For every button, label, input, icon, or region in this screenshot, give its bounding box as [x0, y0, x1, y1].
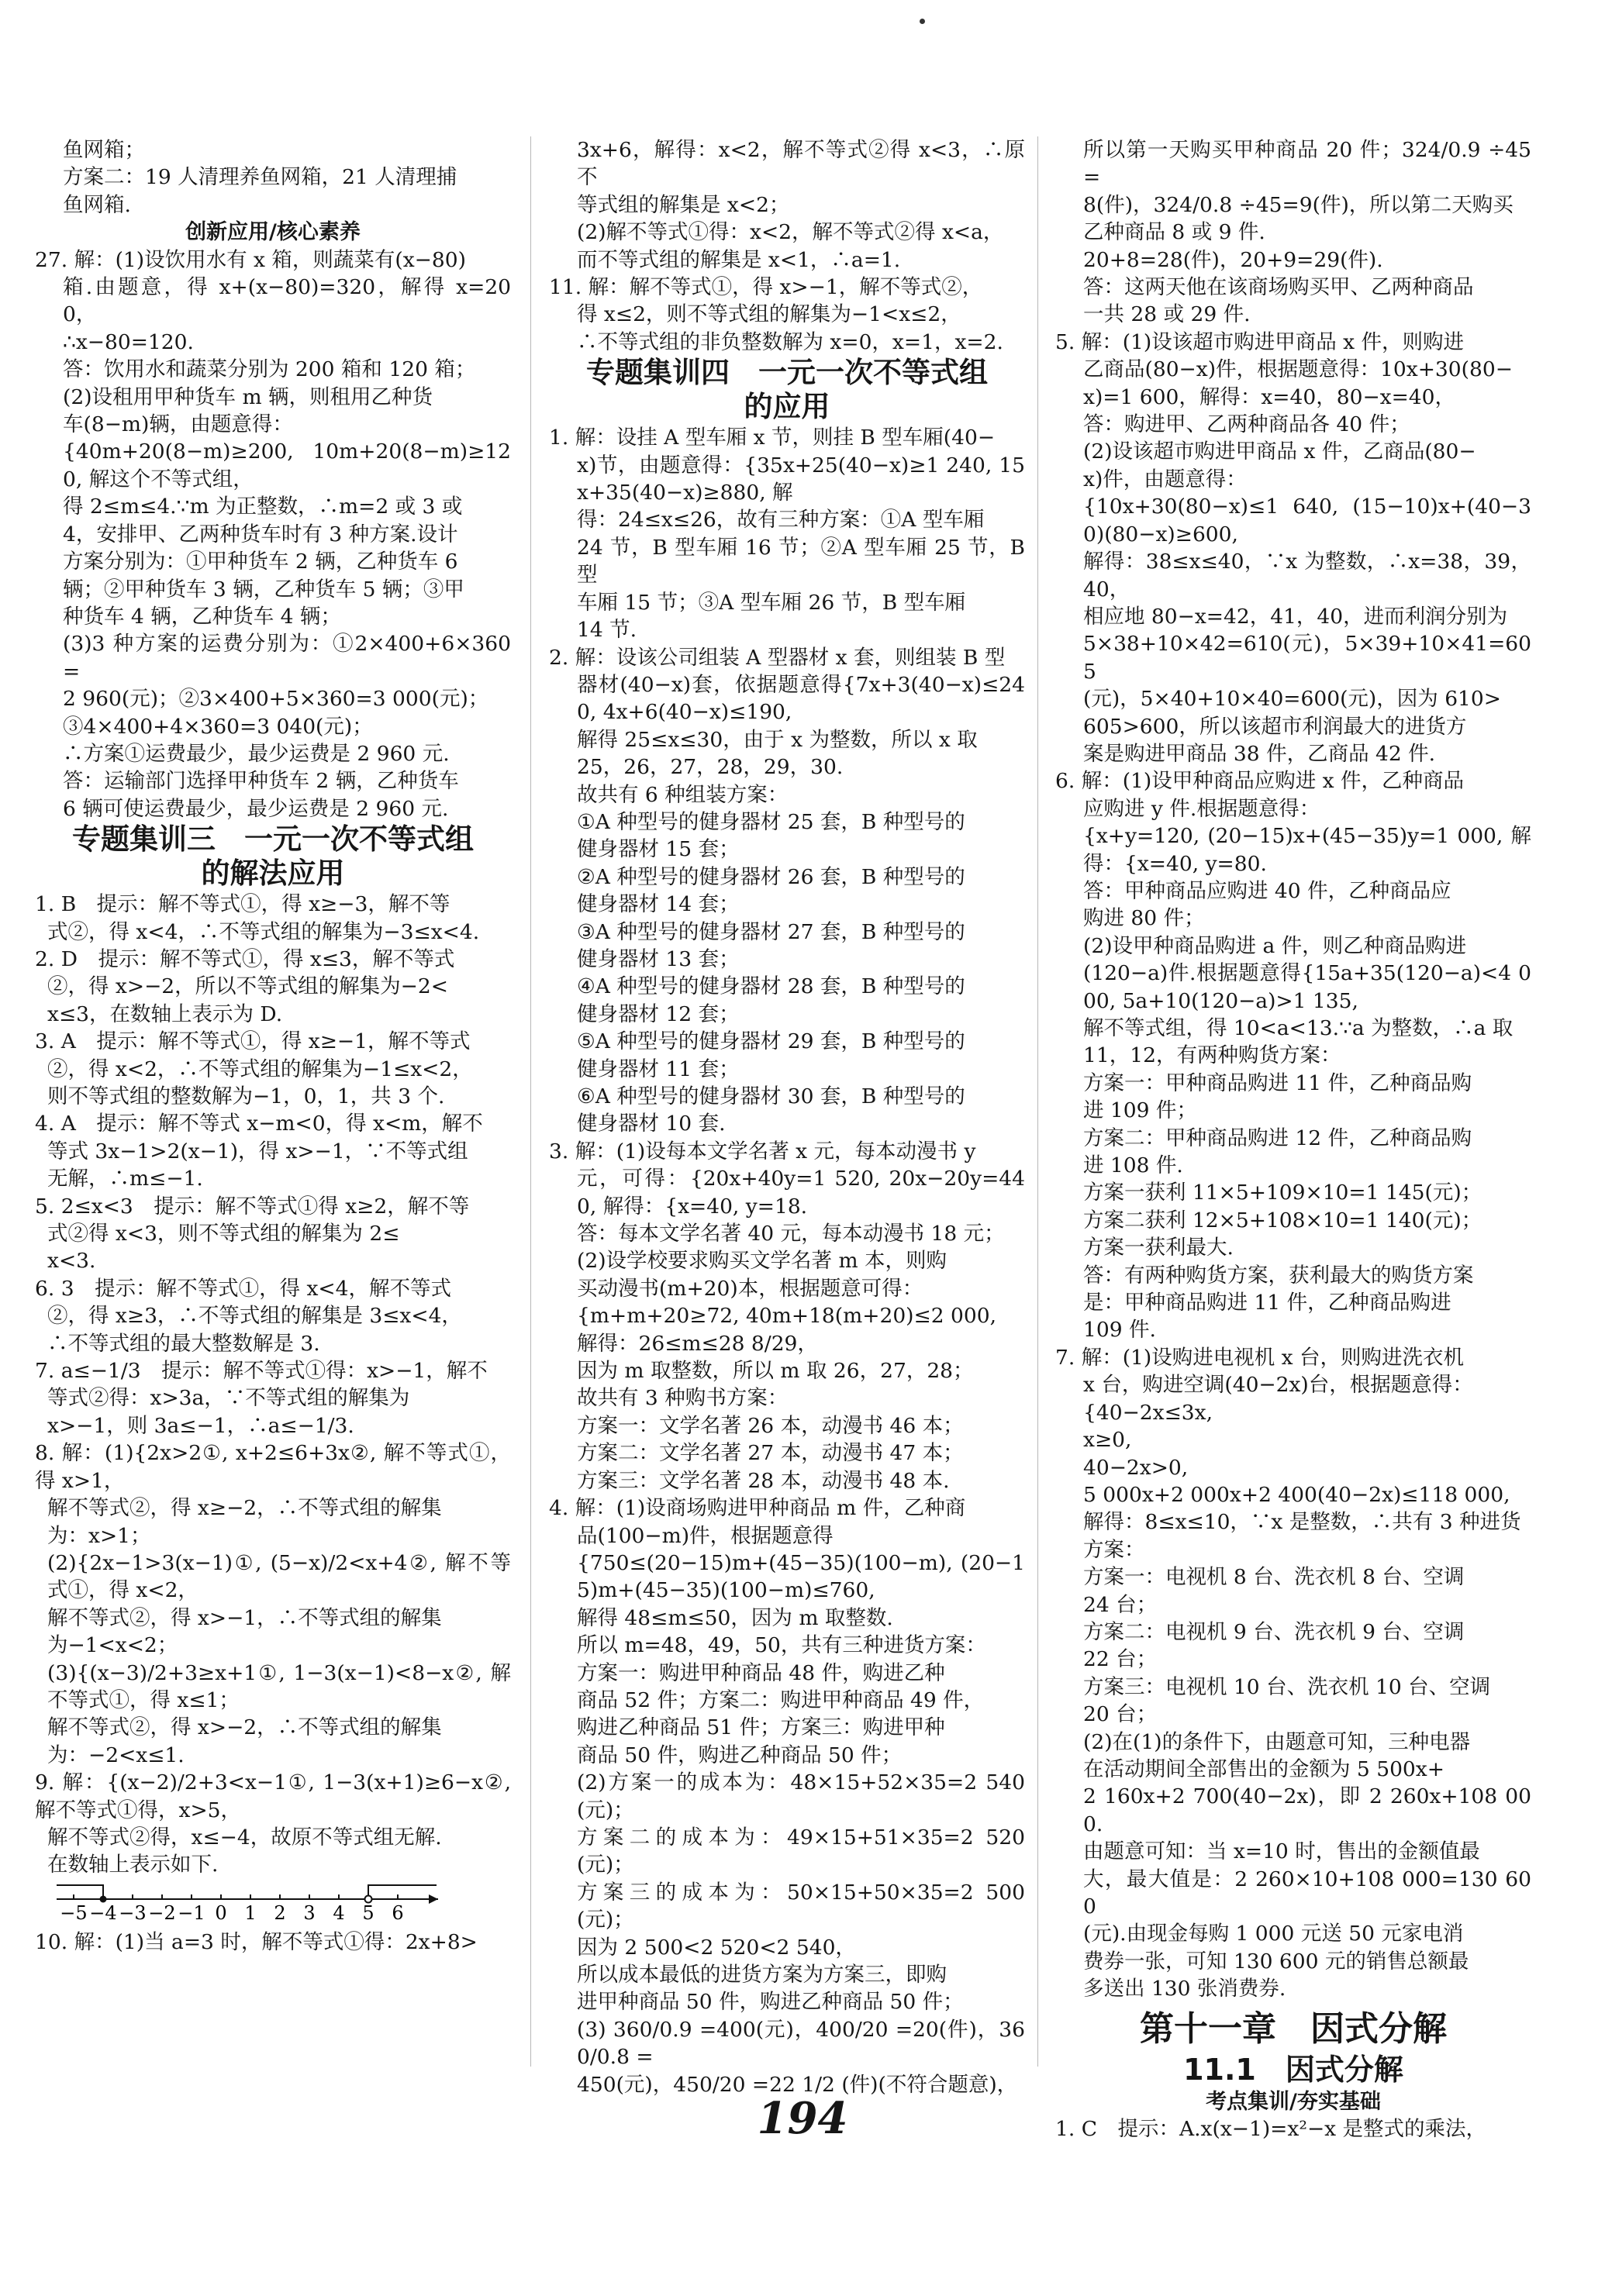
answer-line: 2. D 提示：解不等式①，得 x≤3，解不等式: [35, 946, 455, 971]
answer-line: 6. 3 提示：解不等式①，得 x<4，解不等式: [35, 1276, 451, 1301]
answer-line: 为：−2<x≤1.: [47, 1743, 185, 1767]
answer-line: 案是购进甲商品 38 件，乙商品 42 件.: [1083, 741, 1436, 766]
answer-line: 是：甲种商品购进 11 件，乙种商品购进: [1083, 1291, 1451, 1315]
answer-line: 109 件.: [1083, 1318, 1156, 1343]
answer-line: 1. B 提示：解不等式①，得 x≥−3，解不等: [35, 892, 450, 917]
answer-line: 答：购进甲、乙两种商品各 40 件；: [1083, 412, 1410, 437]
answer-line: 22 台；: [1083, 1647, 1158, 1672]
answer-line: 答：有两种购货方案，获利最大的购货方案: [1083, 1263, 1474, 1288]
answer-line: 健身器材 12 套；: [577, 1001, 740, 1026]
number-line-tick-label: 6: [392, 1901, 404, 1924]
answer-line: 得：24≤x≤26，故有三种方案：①A 型车厢: [577, 508, 985, 533]
answer-line: (2)方案一的成本为：48×15+52×35=2 540(元)；: [577, 1770, 1025, 1822]
answer-line: 辆；②甲种货车 3 辆，乙种货车 5 辆；③甲: [63, 577, 464, 602]
answer-line: x<3.: [47, 1249, 96, 1274]
answer-line: 解得 48≤m≤50，因为 m 取整数.: [577, 1605, 893, 1630]
answer-line: 为：x>1；: [47, 1523, 151, 1548]
answer-line: 车(8−m)辆，由题意得：: [63, 412, 293, 437]
answer-line: 答：运输部门选择甲种货车 2 辆，乙种货车: [63, 769, 459, 794]
answer-line: 等式组的解集是 x<2；: [577, 192, 790, 217]
answer-line: 25，26，27，28，29，30.: [577, 755, 844, 780]
answer-line: 方案二：19 人清理养鱼网箱，21 人清理捕: [63, 165, 457, 190]
answer-line: 一共 28 或 29 件.: [1083, 302, 1251, 327]
answer-line: 故共有 3 种购书方案：: [577, 1386, 789, 1411]
answer-line: 解不等式②得，x≤−4，故原不等式组无解.: [47, 1825, 442, 1850]
answer-line: 10. 解：(1)当 a=3 时，解不等式①得：2x+8>: [35, 1929, 478, 1954]
answer-line: 相应地 80−x=42，41，40，进而利润分别为: [1083, 604, 1508, 629]
number-line-tick-label: 3: [303, 1901, 316, 1924]
answer-line: 方案一：购进甲种商品 48 件，购进乙种: [577, 1660, 945, 1685]
section-heading: 专题集训四 一元一次不等式组: [586, 356, 988, 390]
answer-column-left: [35, 136, 511, 2067]
answer-line: (元).由现金每购 1 000 元送 50 元家电消: [1083, 1922, 1464, 1946]
column-divider: [530, 136, 531, 2067]
answer-line: ∴x−80=120.: [63, 329, 194, 354]
answer-line: 品(100−m)件，根据题意得: [577, 1523, 834, 1548]
answer-line: x 台，购进空调(40−2x)台，根据题意得：: [1083, 1373, 1473, 1398]
answer-line: 40−2x>0,: [1083, 1455, 1189, 1480]
answer-line: 答：甲种商品应购进 40 件，乙种商品应: [1083, 878, 1451, 903]
answer-line: 方案三的成本为：50×15+50×35=2 500(元)；: [577, 1880, 1025, 1932]
page-number: 194: [757, 2093, 848, 2144]
number-line-tick-label: −5: [60, 1901, 88, 1924]
answer-line: 得 x≤2，则不等式组的解集为−1<x≤2，: [577, 302, 961, 327]
answer-line: 答：饮用水和蔬菜分别为 200 箱和 120 箱；: [63, 357, 476, 382]
answer-line: 车厢 15 节；③A 型车厢 26 节，B 型车厢: [577, 590, 966, 615]
answer-line: 所以第一天购买甲种商品 20 件；324/0.9 ÷45=: [1083, 138, 1531, 190]
answer-line: 11. 解：解不等式①，得 x>−1，解不等式②，: [549, 275, 983, 300]
section-heading: 专题集训三 一元一次不等式组: [72, 822, 474, 857]
number-line-tick-label: −4: [89, 1901, 117, 1924]
answer-line: 健身器材 14 套；: [577, 892, 740, 917]
answer-line: 4. A 提示：解不等式 x−m<0，得 x<m，解不: [35, 1112, 483, 1136]
answer-line: ∴方案①运费最少，最少运费是 2 960 元.: [63, 741, 450, 766]
number-line-tick-label: 4: [333, 1901, 345, 1924]
answer-line: (3){(x−3)/2+3≥x+1①, 1−3(x−1)<8−x②, 解不等式①，得 x≤1；: [47, 1660, 511, 1712]
answer-line: 在数轴上表示如下.: [47, 1853, 219, 1877]
answer-line: 9. 解：{(x−2)/2+3<x−1①, 1−3(x+1)≥6−x②, 解不等式①得，x>5，: [35, 1770, 511, 1822]
answer-line: 11，12，有两种购货方案：: [1083, 1043, 1341, 1068]
answer-line: 健身器材 13 套；: [577, 946, 740, 971]
answer-line: ④A 种型号的健身器材 28 套，B 种型号的: [577, 974, 965, 999]
answer-line: 答：这两天他在该商场购买甲、乙两种商品: [1083, 275, 1474, 300]
answer-line: (120−a)件.根据题意得{15a+35(120−a)<4 000, 5a+10(120−a)>1 135,: [1083, 961, 1531, 1013]
answer-line: 解得：26≤m≤28 8/29，: [577, 1331, 818, 1356]
answer-line: 3. A 提示：解不等式①，得 x≥−1，解不等式: [35, 1029, 471, 1054]
answer-line: 费券一张，可知 130 600 元的销售总额最: [1083, 1949, 1469, 1974]
answer-line: 得 2≤m≤4.∵m 为正整数，∴m=2 或 3 或: [63, 495, 463, 519]
answer-line: 商品 50 件，购进乙种商品 50 件；: [577, 1743, 903, 1767]
answer-line: ③4×400+4×360=3 040(元)；: [63, 714, 373, 739]
answer-line: 5. 2≤x<3 提示：解不等式①得 x≥2，解不等: [35, 1194, 470, 1219]
answer-line: 4，安排甲、乙两种货车时有 3 种方案.设计: [63, 522, 458, 546]
answer-line: (2)设甲种商品购进 a 件，则乙种商品购进: [1083, 933, 1467, 958]
answer-line: 而不等式组的解集是 x<1，∴a=1.: [577, 247, 901, 272]
answer-line: ∴不等式组的最大整数解是 3.: [47, 1331, 320, 1356]
answer-line: {40m+20(8−m)≥200, 10m+20(8−m)≥120, 解这个不等式组，: [63, 440, 511, 491]
answer-line: {750≤(20−15)m+(45−35)(100−m), (20−15)m+(45−35)(100−m)≤760,: [577, 1550, 1025, 1603]
answer-line: (2)设该超市购进甲商品 x 件，乙商品(80−: [1083, 440, 1476, 464]
answer-line: ∴不等式组的非负整数解为 x=0，x=1，x=2.: [577, 329, 1003, 354]
answer-line: 24 台；: [1083, 1592, 1158, 1617]
answer-line: 3. 解：(1)设每本文学名著 x 元，每本动漫书 y: [549, 1139, 976, 1164]
answer-line: 2 160x+2 700(40−2x)，即 2 260x+108 000.: [1083, 1784, 1531, 1836]
answer-line: 8. 解：(1){2x>2①, x+2≤6+3x②, 解不等式①，得 x>1，: [35, 1441, 511, 1493]
answer-line: 解不等式②，得 x>−2，∴不等式组的解集: [47, 1715, 442, 1740]
answer-line: 所以 m=48，49，50，共有三种进货方案：: [577, 1633, 986, 1658]
answer-line: 方案一获利最大.: [1083, 1236, 1234, 1260]
answer-line: 方案分别为：①甲种货车 2 辆，乙种货车 6: [63, 550, 458, 574]
answer-line: 买动漫书(m+20)本，根据题意可得：: [577, 1276, 923, 1301]
section-heading: 的解法应用: [201, 857, 345, 891]
top-mark-dot: [920, 19, 925, 24]
answer-line: {x+y=120, (20−15)x+(45−35)y=1 000, 解得：{x=40, y=80.: [1083, 824, 1531, 876]
answer-line: 450(元)，450/20 =22 1/2 (件)(不符合题意)，: [577, 2072, 1018, 2097]
answer-line: 7. a≤−1/3 提示：解不等式①得：x>−1，解不: [35, 1359, 488, 1384]
open-point-marker: [365, 1895, 372, 1902]
answer-line: 乙种商品 8 或 9 件.: [1083, 220, 1265, 245]
answer-line: 3x+6，解得：x<2，解不等式②得 x<3，∴原不: [577, 138, 1025, 190]
answer-line: 鱼网箱.: [63, 192, 131, 217]
answer-line: 箱.由题意，得 x+(x−80)=320，解得 x=200，: [63, 275, 511, 327]
number-line-tick-label: −2: [148, 1901, 176, 1924]
answer-line: ③A 种型号的健身器材 27 套，B 种型号的: [577, 919, 965, 944]
answer-line: 无解，∴m≤−1.: [47, 1167, 203, 1191]
chapter-heading: 第十一章 因式分解: [1140, 2008, 1447, 2049]
number-line-tick-label: −1: [178, 1901, 205, 1924]
answer-line: (2){2x−1>3(x−1)①, (5−x)/2<x+4②, 解不等式①，得 x<2，: [47, 1550, 511, 1603]
answer-line: 8(件)，324/0.8 ÷45=9(件)，所以第二天购买: [1083, 192, 1514, 217]
answer-line: 6 辆可使运费最少，最少运费是 2 960 元.: [63, 796, 449, 821]
number-line-tick-label: 0: [215, 1901, 227, 1924]
answer-line: 1. C 提示：A.x(x−1)=x²−x 是整式的乘法，: [1055, 2117, 1487, 2142]
number-line-tick-label: −3: [119, 1901, 147, 1924]
answer-line: 605>600，所以该超市利润最大的进货方: [1083, 714, 1467, 739]
answer-line: 解得：38≤x≤40，∵x 为整数，∴x=38，39，40，: [1083, 550, 1531, 602]
answer-line: 方案一获利 11×5+109×10=1 145(元)；: [1083, 1181, 1482, 1205]
answer-line: 式②，得 x<4，∴不等式组的解集为−3≤x<4.: [47, 919, 480, 944]
answer-line: 方案三：文学名著 28 本，动漫书 48 本.: [577, 1468, 950, 1493]
answer-line: 所以成本最低的进货方案为方案三，即购: [577, 1963, 947, 1987]
answer-line: 1. 解：设挂 A 型车厢 x 节，则挂 B 型车厢(40−: [549, 426, 996, 450]
answer-line: 20 台；: [1083, 1702, 1158, 1727]
section-heading: 的应用: [744, 390, 830, 424]
closed-point-marker: [100, 1895, 107, 1902]
answer-line: (2)设租用甲种货车 m 辆，则租用乙种货: [63, 384, 433, 409]
answer-line: ①A 种型号的健身器材 25 套，B 种型号的: [577, 809, 965, 834]
answer-line: 方案三：电视机 10 台、洗衣机 10 台、空调: [1083, 1674, 1491, 1699]
answer-line: 等式②得：x>3a，∵不等式组的解集为: [47, 1386, 410, 1411]
category-heading: 考点集训/夯实基础: [1206, 2089, 1381, 2114]
answer-line: 健身器材 11 套；: [577, 1057, 740, 1081]
answer-line: 在活动期间全部售出的金额为 5 500x+: [1083, 1756, 1444, 1781]
solution-range-right: [368, 1885, 437, 1899]
answer-line: (元)，5×40+10×40=600(元)，因为 610>: [1083, 687, 1501, 712]
answer-line: 为−1<x<2；: [47, 1633, 178, 1658]
answer-line: 多送出 130 张消费券.: [1083, 1977, 1286, 2001]
answer-line: 答：每本文学名著 40 元，每本动漫书 18 元；: [577, 1222, 1005, 1246]
answer-line: 5×38+10×42=610(元)，5×39+10×41=605: [1083, 632, 1531, 684]
answer-line: 5. 解：(1)设该超市购进甲商品 x 件，则购进: [1055, 329, 1465, 354]
answer-line: 大，最大值是：2 260×10+108 000=130 600: [1083, 1867, 1531, 1919]
number-line-tick-label: 1: [244, 1901, 257, 1924]
number-line-tick-label: 5: [362, 1901, 374, 1924]
answer-line: 购进乙种商品 51 件；方案三：购进甲种: [577, 1715, 945, 1740]
answer-line: 则不等式组的整数解为−1，0，1，共 3 个.: [47, 1084, 445, 1108]
answer-line: 方案二的成本为：49×15+51×35=2 520(元)；: [577, 1825, 1025, 1877]
answer-line: 方案一：文学名著 26 本，动漫书 46 本；: [577, 1413, 964, 1438]
answer-line: 方案二：电视机 9 台、洗衣机 9 台、空调: [1083, 1619, 1465, 1644]
answer-line: 27. 解：(1)设饮用水有 x 箱，则蔬菜有(x−80): [35, 247, 466, 272]
answer-line: 解不等式②，得 x>−1，∴不等式组的解集: [47, 1605, 442, 1630]
answer-line: x≥0,: [1083, 1428, 1132, 1453]
answer-line: x)节，由题意得：{35x+25(40−x)≥1 240, 15x+35(40−x)≥880, 解: [577, 453, 1025, 505]
answer-line: ②，得 x<2，∴不等式组的解集为−1≤x<2，: [47, 1057, 473, 1081]
answer-line: 因为 m 取整数，所以 m 取 26，27，28；: [577, 1359, 974, 1384]
answer-line: x≤3，在数轴上表示为 D.: [47, 1001, 283, 1026]
answer-line: 2 960(元)；②3×400+5×360=3 000(元)；: [63, 687, 489, 712]
answer-line: 因为 2 500<2 520<2 540，: [577, 1935, 856, 1960]
answer-line: {m+m+20≥72, 40m+18(m+20)≤2 000,: [577, 1304, 997, 1329]
number-line-arrow-icon: [429, 1894, 438, 1904]
answer-line: 24 节，B 型车厢 16 节；②A 型车厢 25 节，B 型: [577, 535, 1025, 588]
answer-line: 式②得 x<3，则不等式组的解集为 2≤: [47, 1222, 400, 1246]
answer-column-middle: [549, 136, 1025, 2097]
answer-line: (3) 360/0.9 =400(元)，400/20 =20(件)，360/0.8 =: [577, 2017, 1025, 2070]
answer-line: {10x+30(80−x)≤1 640, (15−10)x+(40−30)(80−x)≥600,: [1083, 495, 1531, 546]
answer-line: 种货车 4 辆，乙种货车 4 辆；: [63, 604, 341, 629]
answer-line: 进 109 件；: [1083, 1098, 1197, 1123]
answer-line: 乙商品(80−x)件，根据题意得：10x+30(80−: [1083, 357, 1513, 382]
answer-line: 6. 解：(1)设甲种商品应购进 x 件，乙种商品: [1055, 769, 1465, 794]
answer-line: 应购进 y 件.根据题意得：: [1083, 796, 1320, 821]
answer-line: ⑤A 种型号的健身器材 29 套，B 种型号的: [577, 1029, 965, 1054]
answer-line: 4. 解：(1)设商场购进甲种商品 m 件，乙种商: [549, 1496, 966, 1521]
solution-range-left: [57, 1885, 103, 1899]
answer-line: 方案一：电视机 8 台、洗衣机 8 台、空调: [1083, 1565, 1465, 1590]
answer-line: x)=1 600，解得：x=40，80−x=40，: [1083, 384, 1456, 409]
answer-line: 解得 25≤x≤30，由于 x 为整数，所以 x 取: [577, 727, 978, 752]
number-line-tick-label: 2: [274, 1901, 286, 1924]
answer-line: 20+8=28(件)，20+9=29(件).: [1083, 247, 1383, 272]
answer-line: (2)在(1)的条件下，由题意可知，三种电器: [1083, 1729, 1471, 1754]
answer-line: 商品 52 件；方案二：购进甲种商品 49 件，: [577, 1688, 985, 1712]
answer-line: x)件，由题意得：: [1083, 467, 1247, 491]
answer-line: {40−2x≤3x,: [1083, 1400, 1213, 1425]
answer-line: (3)3 种方案的运费分别为：①2×400+6×360=: [63, 632, 511, 684]
answer-line: 健身器材 15 套；: [577, 837, 740, 862]
answer-line: 方案二：文学名著 27 本，动漫书 47 本；: [577, 1441, 964, 1466]
answer-line: ②A 种型号的健身器材 26 套，B 种型号的: [577, 864, 965, 889]
answer-line: (2)设学校要求购买文学名著 m 本，则购: [577, 1249, 947, 1274]
answer-line: 方案一：甲种商品购进 11 件，乙种商品购: [1083, 1070, 1472, 1095]
answer-line: 器材(40−x)套，依据题意得{7x+3(40−x)≤240, 4x+6(40−x)≤190,: [577, 672, 1025, 725]
answer-line: 解不等式组，得 10<a<13.∵a 为整数，∴a 取: [1083, 1016, 1514, 1040]
answer-line: 5 000x+2 000x+2 400(40−2x)≤118 000,: [1083, 1482, 1510, 1507]
answer-line: ⑥A 种型号的健身器材 30 套，B 种型号的: [577, 1084, 965, 1108]
column-divider: [1037, 136, 1038, 2067]
number-line-figure: [50, 1882, 454, 1927]
answer-line: 2. 解：设该公司组装 A 型器材 x 套，则组装 B 型: [549, 645, 1006, 670]
answer-line: 进甲种商品 50 件，购进乙种商品 50 件；: [577, 1990, 964, 2015]
answer-line: 进 108 件.: [1083, 1153, 1183, 1178]
answer-line: 14 节.: [577, 618, 637, 643]
answer-line: (2)解不等式①得：x<2，解不等式②得 x<a，: [577, 220, 1004, 245]
answer-line: 解得：8≤x≤10，∵x 是整数，∴共有 3 种进货: [1083, 1510, 1521, 1535]
answer-line: 由题意可知：当 x=10 时，售出的金额值最: [1083, 1839, 1480, 1864]
answer-line: ②，得 x≥3，∴不等式组的解集是 3≤x<4，: [47, 1304, 462, 1329]
answer-line: 解不等式②，得 x≥−2，∴不等式组的解集: [47, 1496, 442, 1521]
answer-line: ②，得 x>−2，所以不等式组的解集为−2<: [47, 974, 448, 999]
answer-line: 健身器材 10 套.: [577, 1112, 726, 1136]
answer-line: 等式 3x−1>2(x−1)，得 x>−1，∵不等式组: [47, 1139, 468, 1164]
answer-line: 7. 解：(1)设购进电视机 x 台，则购进洗衣机: [1055, 1345, 1465, 1370]
answer-line: 故共有 6 种组装方案：: [577, 782, 789, 807]
answer-line: 方案二获利 12×5+108×10=1 140(元)；: [1083, 1208, 1482, 1232]
answer-column-right: [1055, 136, 1531, 2142]
answer-line: x>−1，则 3a≤−1，∴a≤−1/3.: [47, 1413, 354, 1438]
answer-line: 鱼网箱；: [63, 138, 145, 162]
answer-line: 方案二：甲种商品购进 12 件，乙种商品购: [1083, 1126, 1472, 1150]
category-heading: 创新应用/核心素养: [185, 220, 361, 245]
sub-section-heading: 11.1 因式分解: [1183, 2052, 1403, 2087]
answer-line: 购进 80 件；: [1083, 906, 1205, 931]
answer-line: 方案：: [1083, 1537, 1145, 1562]
answer-line: 元，可得：{20x+40y=1 520, 20x−20y=440, 解得：{x=40, y=18.: [577, 1167, 1025, 1219]
